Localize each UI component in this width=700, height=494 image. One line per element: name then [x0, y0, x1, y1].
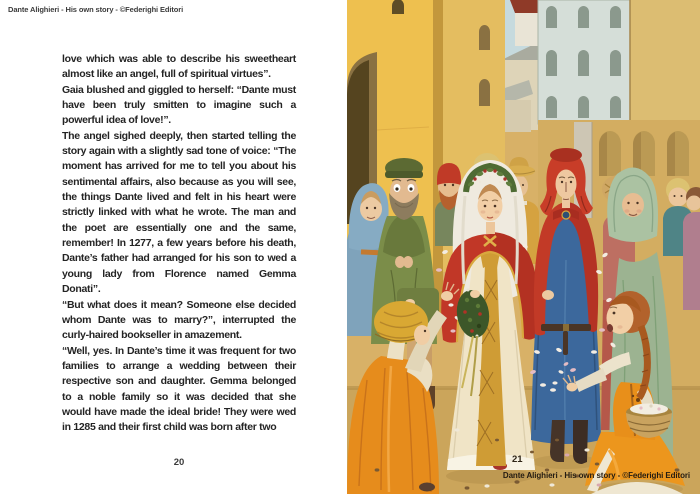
body-paragraph: “Well, yes. In Dante’s time it was frequent for two families to arrange a wedding between their respective son and daughter. Gemma belonged to a noble family so it was decided that she would have made the ideal bride! They were wed in 1285 and their first child was born after two — [62, 344, 296, 434]
wall-arch-recesses — [599, 131, 689, 176]
right-page — [347, 0, 700, 494]
story-text — [62, 52, 296, 436]
running-header: Dante Alighieri - His own story - ©Federighi Editori — [8, 5, 184, 14]
body-paragraph: “But what does it mean? Someone else decided whom Dante was to marry?”, interrupted the curly-haired bookseller in amazement. — [62, 298, 296, 342]
body-paragraph: Gaia blushed and giggled to herself: “Dante must have been truly smitten to imagine such a powerful idea of love!”. — [62, 83, 296, 127]
credit-line: Dante Alighieri - His own story - ©Federighi Editori — [502, 471, 690, 480]
page-number-right: 21 — [512, 454, 523, 465]
bride-figure — [441, 160, 539, 470]
left-page — [0, 0, 347, 494]
wedding-illustration — [347, 0, 700, 494]
body-paragraph: love which was able to describe his sweetheart almost like an angel, full of spiritual virtues”. — [62, 53, 296, 81]
page-number-left: 20 — [173, 457, 185, 468]
body-paragraph: The angel sighed deeply, then started telling the story again with a slightly sad tone of voice: “The moment has arrived for me to tell you about his sentimental affairs, also because as you will see, the things Dante lived and felt in his heart were strictly linked with what he wrote. The man and the poet are essentially one and the same, remember! In 1277, a few years before his death, Dante’s father had arranged for his son to wed a young lady from Florence named Gemma Donati”. — [62, 129, 296, 296]
